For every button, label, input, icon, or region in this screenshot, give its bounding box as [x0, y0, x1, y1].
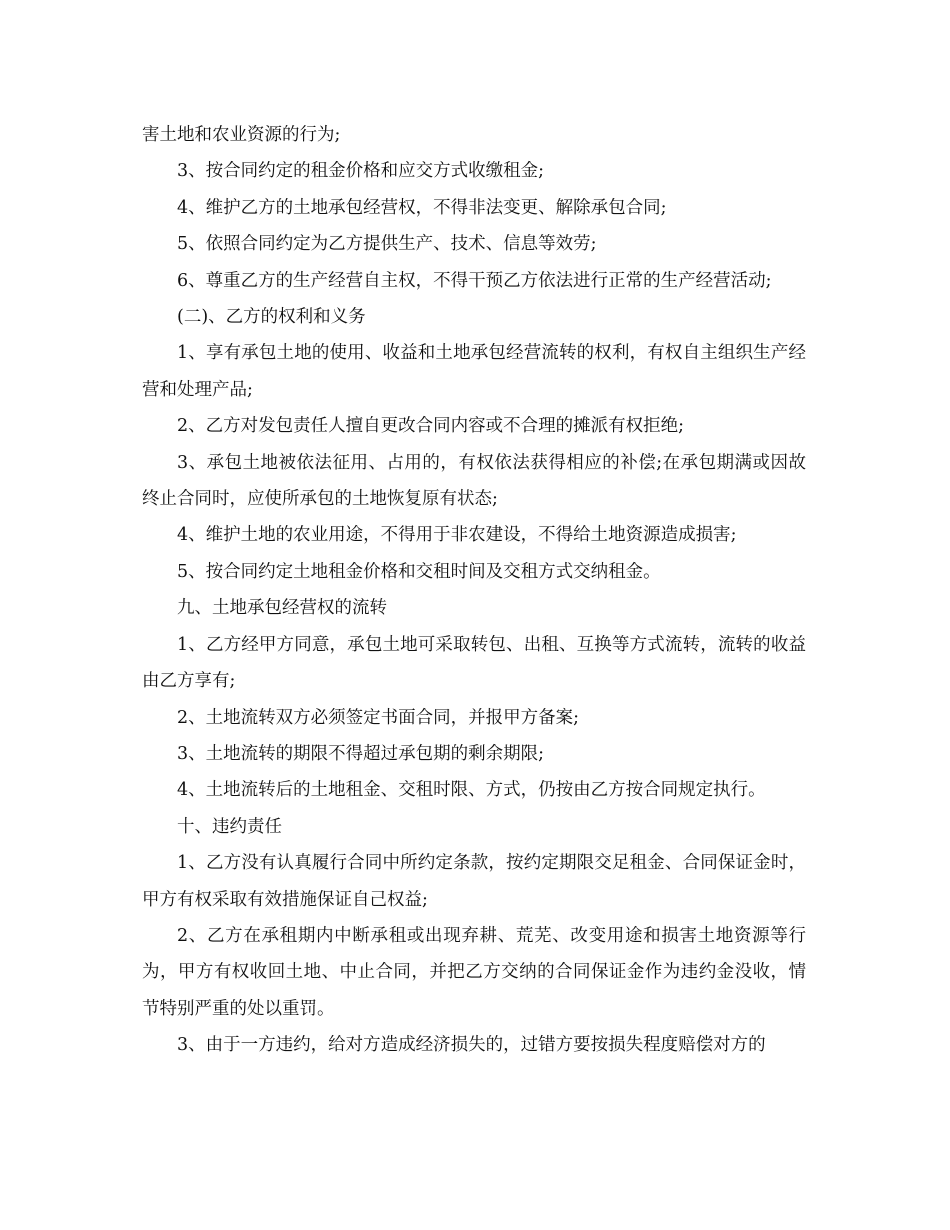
paragraph-transfer-methods: 1、乙方经甲方同意，承包土地可采取转包、出租、互换等方式流转，流转的收益由乙方享有;	[142, 634, 806, 692]
paragraph-breach-rent: 1、乙方没有认真履行合同中所约定条款，按约定期限交足租金、合同保证金时，甲方有权采取有效措施保证自己权益;	[142, 853, 806, 910]
document-body	[142, 117, 806, 1064]
paragraph-respect-autonomy: 6、尊重乙方的生产经营自主权，不得干预乙方依法进行正常的生产经营活动;	[177, 270, 772, 291]
paragraph-pay-rent: 5、按合同约定土地租金价格和交租时间及交租方式交纳租金。	[177, 561, 661, 582]
paragraph-breach-damages: 3、由于一方违约，给对方造成经济损失的，过错方要按损失程度赔偿对方的	[177, 1035, 766, 1056]
paragraph-post-transfer-rent: 4、土地流转后的土地租金、交租时限、方式，仍按由乙方按合同规定执行。	[177, 780, 766, 801]
paragraph-refuse-changes: 2、乙方对发包责任人擅自更改合同内容或不合理的摊派有权拒绝;	[177, 416, 685, 437]
paragraph-transfer-term: 3、土地流转的期限不得超过承包期的剩余期限;	[177, 743, 545, 764]
section-heading-transfer: 九、土地承包经营权的流转	[177, 598, 387, 619]
paragraph-collect-rent: 3、按合同约定的租金价格和应交方式收缴租金;	[177, 161, 545, 182]
paragraph-written-contract: 2、土地流转双方必须签定书面合同，并报甲方备案;	[177, 707, 580, 728]
paragraph-usage-rights: 1、享有承包土地的使用、收益和土地承包经营流转的权利，有权自主组织生产经营和处理产品;	[142, 343, 806, 400]
paragraph-land-resource-damage: 害土地和农业资源的行为;	[142, 125, 341, 145]
section-heading-party-b-rights: (二)、乙方的权利和义务	[177, 307, 366, 328]
section-heading-breach: 十、违约责任	[177, 816, 282, 837]
paragraph-protect-contract-rights: 4、维护乙方的土地承包经营权，不得非法变更、解除承包合同;	[177, 197, 667, 218]
paragraph-compensation: 3、承包土地被依法征用、占用的，有权依法获得相应的补偿;在承包期满或因故终止合同时，应使所承包的土地恢复原有状态;	[142, 452, 806, 510]
paragraph-breach-abandonment: 2、乙方在承租期内中断承租或出现弃耕、荒芜、改变用途和损害土地资源等行为，甲方有权收回土地、中止合同，并把乙方交纳的合同保证金作为违约金没收，情节特别严重的处以重罚。	[142, 925, 806, 1019]
paragraph-agricultural-use: 4、维护土地的农业用途，不得用于非农建设，不得给土地资源造成损害;	[177, 525, 737, 546]
paragraph-provide-services: 5、依照合同约定为乙方提供生产、技术、信息等效劳;	[177, 234, 597, 255]
